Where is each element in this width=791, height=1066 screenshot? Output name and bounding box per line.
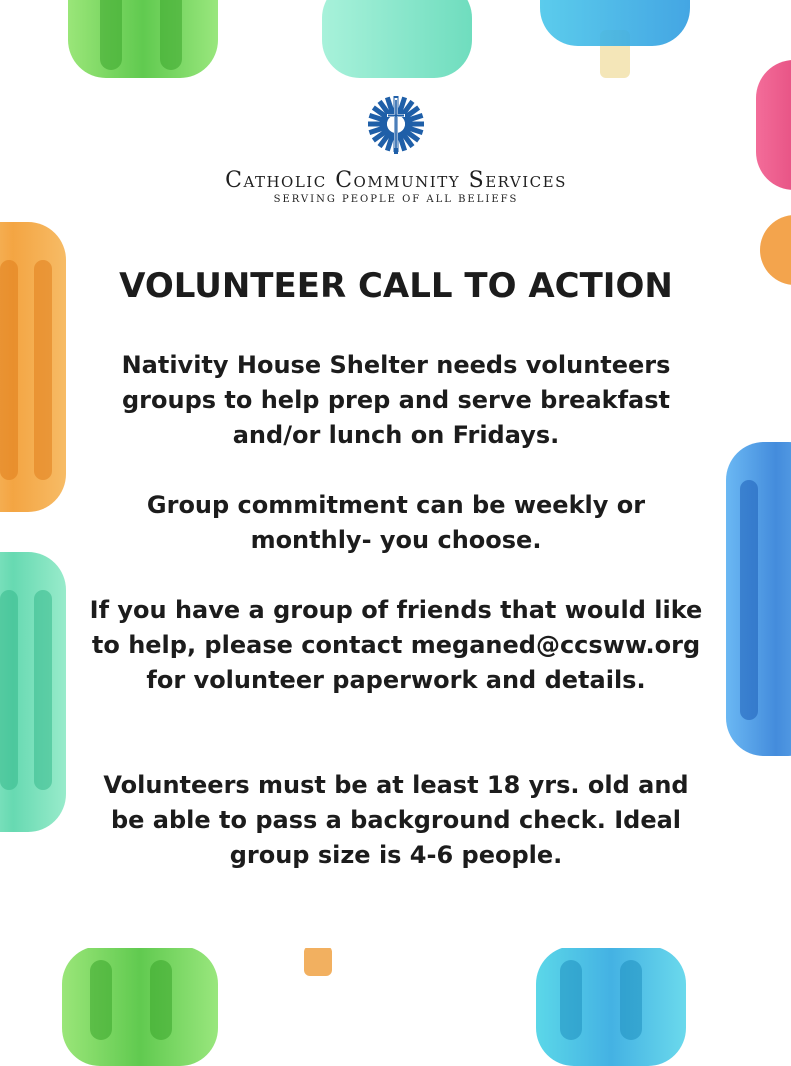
org-tagline: SERVING PEOPLE OF ALL BELIEFS [273,194,519,205]
paragraph-commitment: Group commitment can be weekly or monthly- you choose. [146,491,646,554]
paragraph-contact: If you have a group of friends that would like to help, please contact meganed@ccsww.org for volunteer paperwork and details. [89,596,703,694]
ccs-sunburst-cross-logo [366,94,426,154]
flyer-panel [66,78,726,948]
paragraph-requirements: Volunteers must be at least 18 yrs. old and be able to pass a background check. Ideal group size is 4-6 people. [103,771,689,869]
headline: VOLUNTEER CALL TO ACTION [119,266,673,306]
paragraph-shelter-needs: Nativity House Shelter needs volunteers groups to help prep and serve breakfast and/or lunch on Fridays. [121,351,671,449]
org-name: Catholic Community Services [225,168,567,193]
